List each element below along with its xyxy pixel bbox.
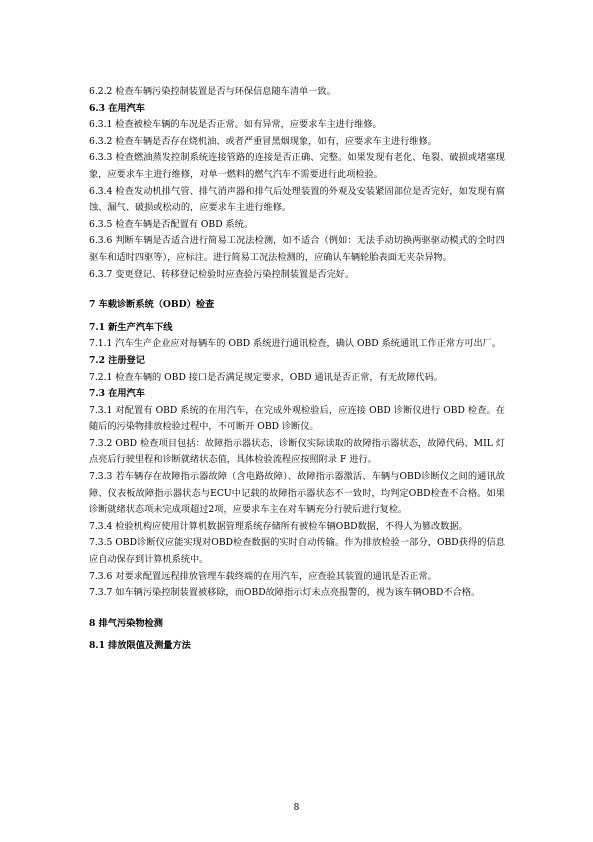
clause-paragraph: 6.3.7 变更登记、转移登记检验时应查验污染控制装置是否完好。 <box>89 268 355 280</box>
clause-paragraph: 7.3.7 如车辆污染控制装置被移除，而OBD故障指示灯未点亮报警的，视为该车辆OBD不合格。 <box>89 587 481 599</box>
subsection-heading: 6.3 在用汽车 <box>89 102 145 114</box>
subsection-heading: 8.1 排放限值及测量方法 <box>89 640 191 652</box>
clause-paragraph: 6.3.2 检查车辆是否存在烧机油、或者严重冒黑烟现象，如有，应要求车主进行维修。 <box>89 135 437 147</box>
subsection-heading: 7.1 新生产汽车下线 <box>89 321 173 333</box>
clause-paragraph: 6.3.1 检查被检车辆的车况是否正常。如有异常，应要求车主进行维修。 <box>89 119 382 131</box>
subsection-heading: 7.2 注册登记 <box>89 354 145 366</box>
clause-paragraph: 7.1.1 汽车生产企业应对每辆车的 OBD 系统进行通讯检查，确认 OBD 系统通讯工作正常方可出厂。 <box>89 338 502 350</box>
document-body <box>89 84 505 655</box>
clause-paragraph: 7.3.4 检验机构应使用计算机数据管理系统存储所有被检车辆OBD数据，不得人为篡改数据。 <box>89 520 468 532</box>
clause-paragraph: 6.3.4 检查发动机排气管、排气消声器和排气后处理装置的外观及安装紧固部位是否完好，如发现有腐蚀、漏气、破损或松动的，应要求车主进行维修。 <box>89 185 505 214</box>
clause-paragraph: 7.3.1 对配置有 OBD 系统的在用汽车，在完成外观检验后，应连接 OBD 诊断仪进行 OBD 检查。在随后的污染物排放检验过程中，不可断开 OBD 诊断仪。 <box>89 404 505 433</box>
clause-paragraph: 6.3.3 检查燃油蒸发控制系统连接管路的连接是否正确、完整。如果发现有老化、龟裂、破损或堵塞现象，应要求车主进行维修，对单一燃料的燃气汽车不需要进行此项检验。 <box>89 152 505 180</box>
clause-paragraph: 6.3.6 判断车辆是否适合进行简易工况法检测，如不适合（例如：无法手动切换两驱驱动模式的全时四驱车和适时四驱等），应标注。进行简易工况法检测的，应确认车辆轮胎表面无夹杂异物。 <box>89 235 505 263</box>
clause-paragraph: 7.3.5 OBD诊断仪应能实现对OBD检查数据的实时自动传输。作为排放检验一部分，OBD获得的信息应自动保存到计算机系统中。 <box>89 537 505 566</box>
clause-paragraph: 6.3.5 检查车辆是否配置有 OBD 系统。 <box>89 218 254 230</box>
subsection-heading: 7.3 在用汽车 <box>89 388 145 400</box>
section-heading: 8 排气污染物检测 <box>89 617 163 629</box>
section-spacer <box>89 283 505 297</box>
section-spacer <box>89 602 505 616</box>
section-heading: 7 车载诊断系统（OBD）检查 <box>89 299 215 311</box>
clause-paragraph: 7.3.6 对要求配置远程排放管理车载终端的在用汽车，应查验其装置的通讯是否正常。 <box>89 570 437 582</box>
clause-paragraph: 6.2.2 检查车辆污染控制装置是否与环保信息随车清单一致。 <box>89 86 336 97</box>
clause-paragraph: 7.3.2 OBD 检查项目包括：故障指示器状态，诊断仪实际读取的故障指示器状态，故障代码、MIL 灯点亮后行驶里程和诊断就绪状态值，具体检验流程应按照附录 F 进行。 <box>89 437 505 466</box>
clause-paragraph: 7.3.3 若车辆存在故障指示器故障（含电路故障）、故障指示器激活、车辆与OBD诊断仪之间的通讯故障、仪表板故障指示器状态与ECU中记载的故障指示器状态不一致时，均判定OBD检查不合格。如果诊断就绪状态项未完成项超过2项，应要求车主在对车辆充分行驶后进行复检。 <box>89 471 505 516</box>
page-number: 8 <box>293 803 300 813</box>
clause-paragraph: 7.2.1 检查车辆的 OBD 接口是否满足规定要求，OBD 通讯是否正常，有无故障代码。 <box>89 371 443 383</box>
